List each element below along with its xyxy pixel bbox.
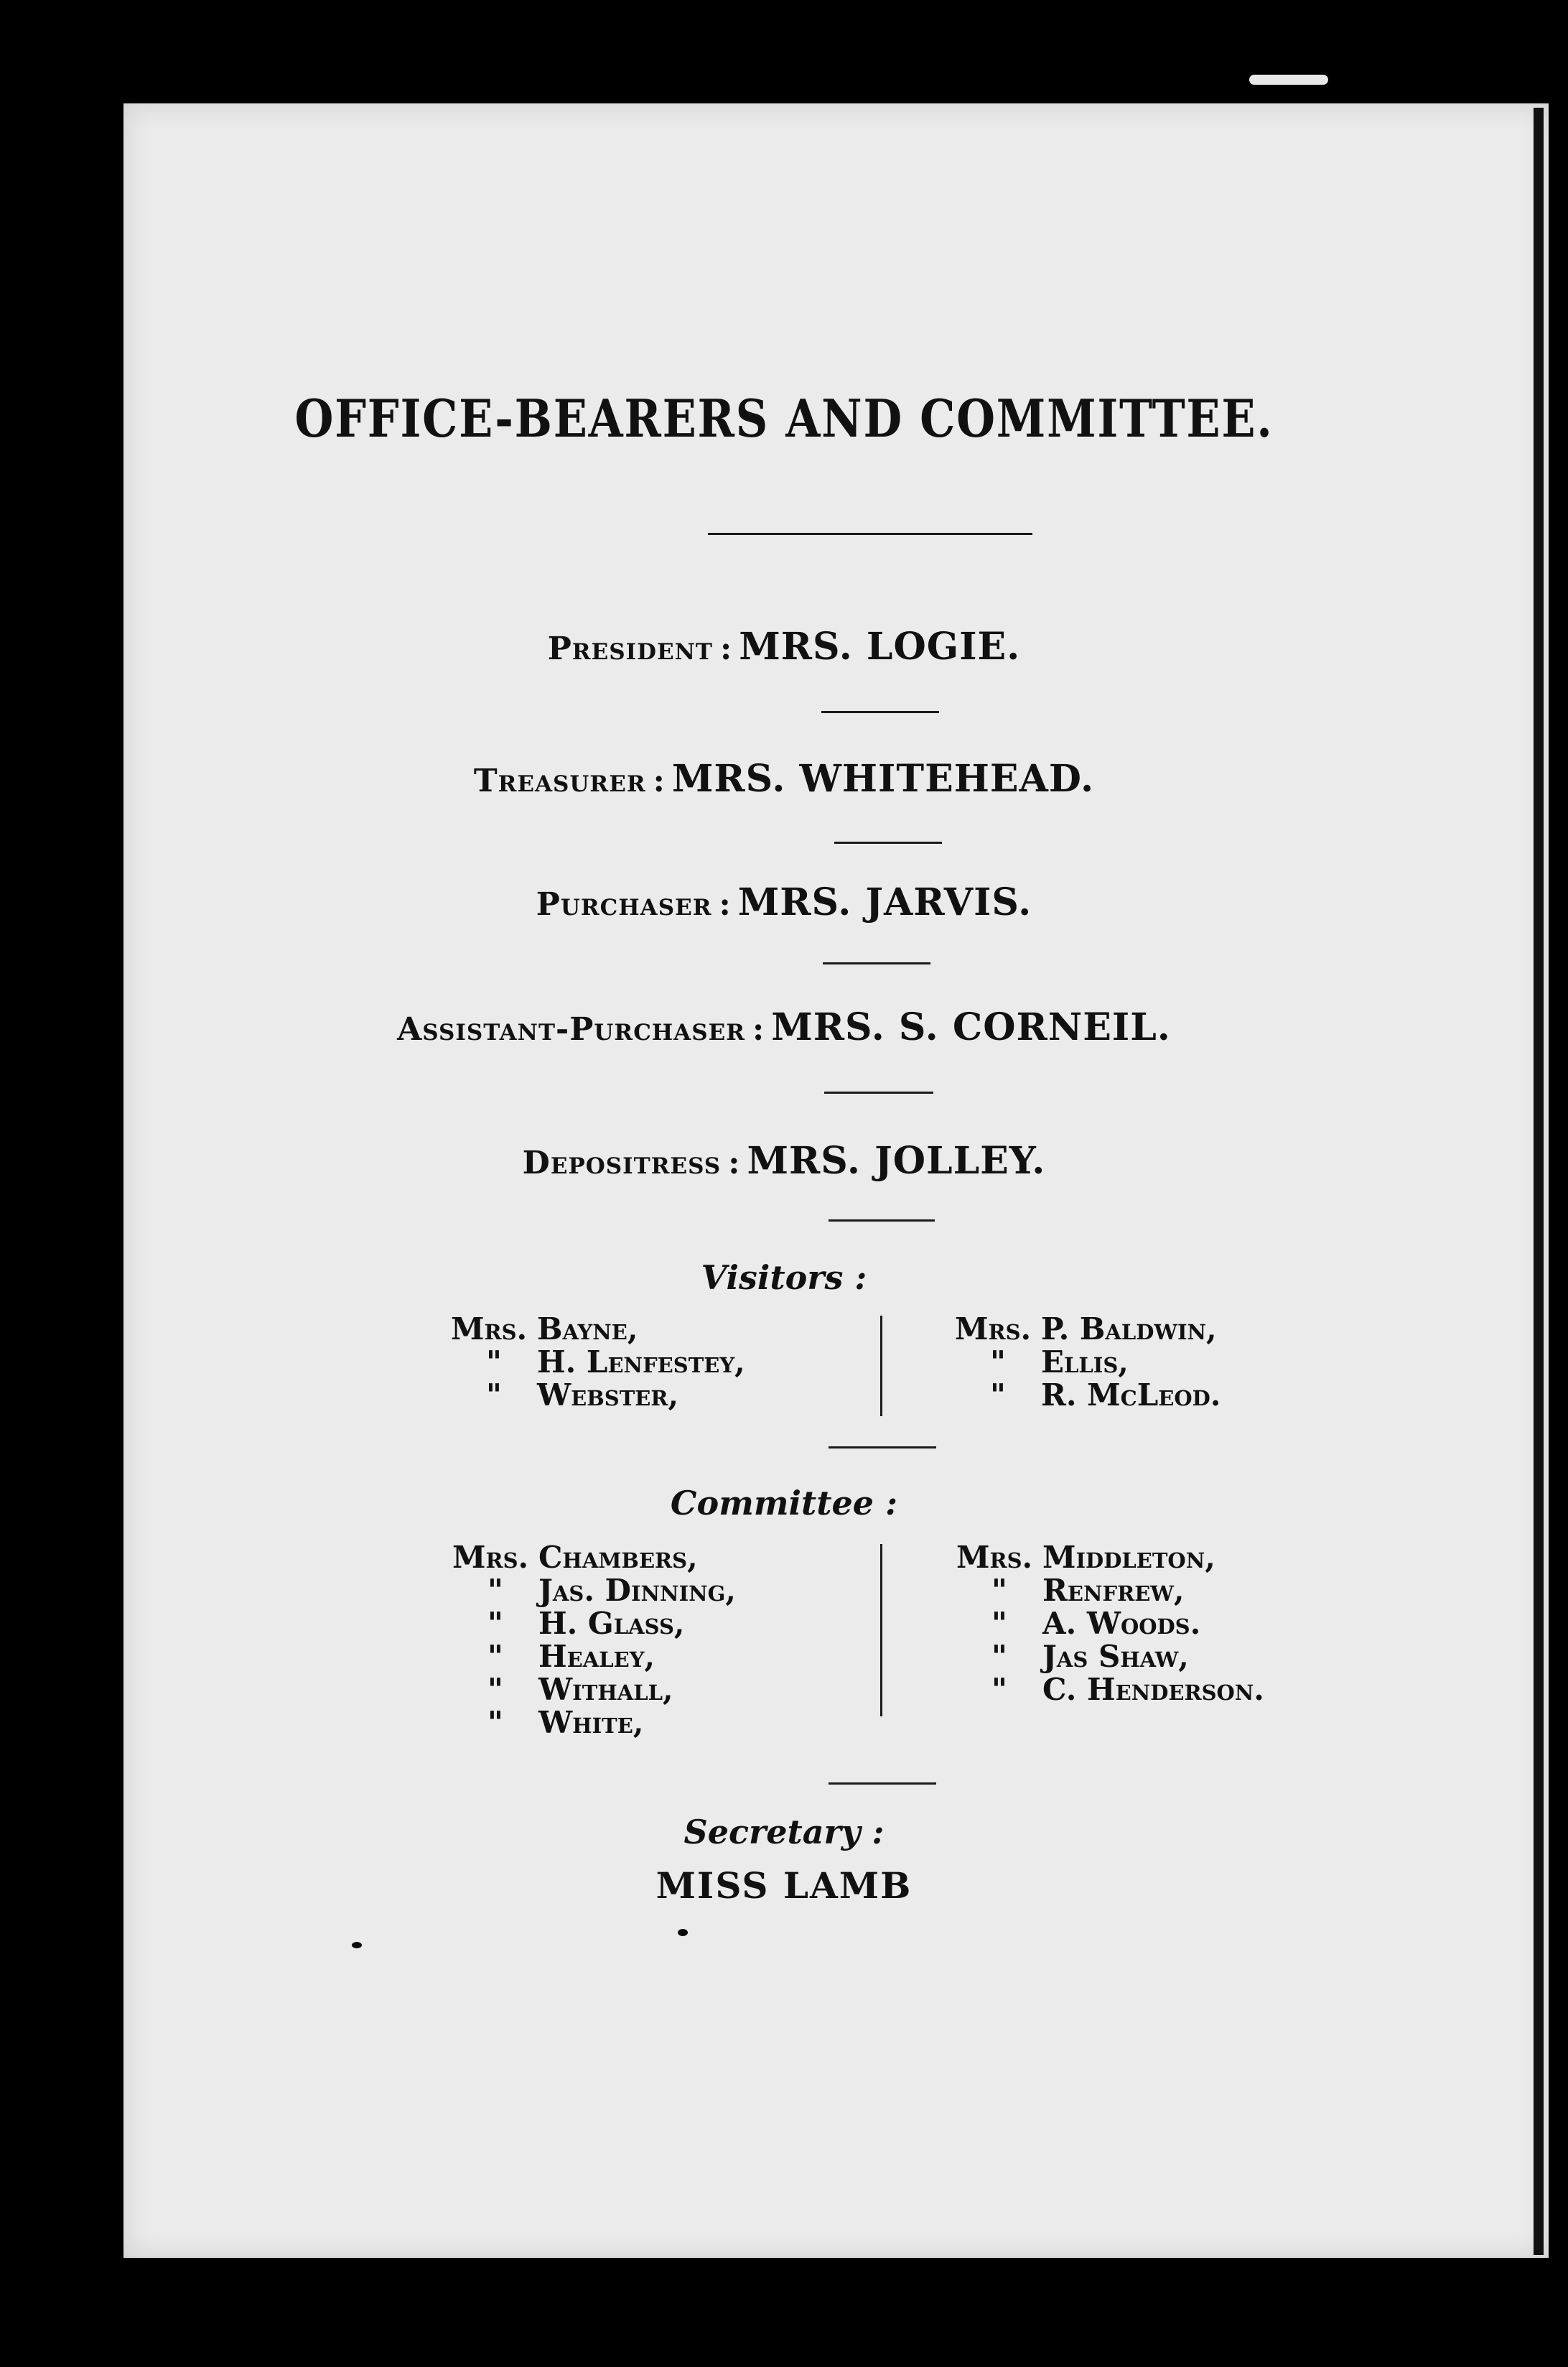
name-prefix: Mrs. (451, 1311, 528, 1347)
visitors-left-column (451, 1313, 745, 1412)
member-name: Middleton, (1042, 1540, 1215, 1575)
list-item (452, 1574, 736, 1607)
member-name: Jas. Dinning, (538, 1573, 737, 1608)
list-item (451, 1346, 745, 1379)
scan-speck (352, 1942, 362, 1948)
member-name: Chambers, (538, 1540, 698, 1575)
page-heading: OFFICE-BEARERS AND COMMITTEE. (294, 388, 1274, 449)
member-name: Ellis, (1041, 1344, 1129, 1380)
officer-role: Treasurer (473, 763, 646, 799)
member-name: Renfrew, (1042, 1573, 1185, 1608)
officer-rule (834, 842, 942, 844)
officer-role: Assistant-Purchaser (397, 1011, 745, 1048)
member-name: White, (538, 1705, 644, 1740)
member-name: P. Baldwin, (1041, 1311, 1217, 1347)
officer-name: MRS. JOLLEY. (747, 1139, 1046, 1183)
list-item (956, 1673, 1264, 1706)
committee-left-column (452, 1541, 736, 1739)
secretary-name: MISS LAMB (655, 1864, 913, 1907)
list-item (451, 1313, 745, 1346)
officer-role: Purchaser (536, 886, 712, 923)
member-name: R. McLeod. (1041, 1377, 1221, 1413)
ditto-mark: " (487, 1573, 503, 1608)
list-item (956, 1607, 1264, 1640)
list-item (451, 1379, 745, 1412)
section-rule (829, 1782, 936, 1785)
visitors-right-column (955, 1313, 1221, 1412)
scan-speck (1249, 75, 1328, 85)
ditto-mark: " (487, 1606, 503, 1641)
ditto-mark: " (991, 1639, 1007, 1674)
officer-president (0, 625, 1568, 669)
name-prefix: Mrs. (955, 1311, 1032, 1347)
officer-rule (823, 962, 930, 964)
member-name: Withall, (538, 1672, 673, 1707)
member-name: Bayne, (537, 1311, 638, 1347)
list-item (452, 1673, 736, 1706)
ditto-mark: " (487, 1705, 503, 1740)
officer-purchaser (0, 880, 1568, 924)
list-item (452, 1706, 736, 1739)
ditto-mark: " (991, 1606, 1007, 1641)
officer-name: MRS. WHITEHEAD. (671, 757, 1095, 801)
list-item (452, 1541, 736, 1574)
list-item (955, 1379, 1221, 1412)
list-item (956, 1574, 1264, 1607)
visitors-title: Visitors : (701, 1258, 867, 1297)
section-rule (829, 1446, 936, 1448)
list-item (452, 1640, 736, 1673)
ditto-mark: " (991, 1573, 1007, 1608)
member-name: H. Lenfestey, (537, 1344, 745, 1380)
member-name: Webster, (537, 1377, 679, 1413)
officer-name: MRS. LOGIE. (739, 625, 1021, 669)
officer-separator: : (728, 1145, 740, 1181)
committee-right-column (956, 1541, 1264, 1706)
officer-separator: : (653, 763, 665, 799)
name-prefix: Mrs. (956, 1540, 1033, 1575)
member-name: Healey, (538, 1639, 655, 1674)
officer-rule (824, 1092, 933, 1094)
officer-treasurer (0, 757, 1568, 801)
officer-separator: : (720, 631, 732, 667)
officer-assistant-purchaser (0, 1005, 1568, 1049)
column-divider (880, 1316, 882, 1416)
list-item (956, 1640, 1264, 1673)
list-item (452, 1607, 736, 1640)
column-divider (880, 1544, 882, 1716)
officer-rule (821, 711, 939, 713)
secretary-title: Secretary : (683, 1813, 885, 1851)
member-name: Jas Shaw, (1042, 1639, 1189, 1674)
ditto-mark: " (487, 1639, 503, 1674)
officer-role: Depositress (522, 1145, 722, 1181)
ditto-mark: " (990, 1344, 1006, 1380)
ditto-mark: " (991, 1672, 1007, 1707)
member-name: C. Henderson. (1042, 1672, 1264, 1707)
officer-name: MRS. S. CORNEIL. (771, 1005, 1171, 1049)
ditto-mark: " (487, 1672, 503, 1707)
committee-title: Committee : (670, 1484, 898, 1522)
ditto-mark: " (486, 1377, 502, 1413)
heading-rule (708, 533, 1032, 535)
list-item (955, 1346, 1221, 1379)
name-prefix: Mrs. (452, 1540, 529, 1575)
ditto-mark: " (486, 1344, 502, 1380)
officer-separator: : (752, 1011, 765, 1048)
member-name: A. Woods. (1042, 1606, 1201, 1641)
ditto-mark: " (990, 1377, 1006, 1413)
officer-name: MRS. JARVIS. (737, 880, 1032, 924)
member-name: H. Glass, (538, 1606, 685, 1641)
list-item (956, 1541, 1264, 1574)
officer-depositress (0, 1139, 1568, 1183)
officer-role: President (547, 631, 713, 667)
scan-speck (678, 1929, 688, 1936)
officer-separator: : (719, 886, 731, 923)
list-item (955, 1313, 1221, 1346)
officer-rule (829, 1219, 935, 1222)
